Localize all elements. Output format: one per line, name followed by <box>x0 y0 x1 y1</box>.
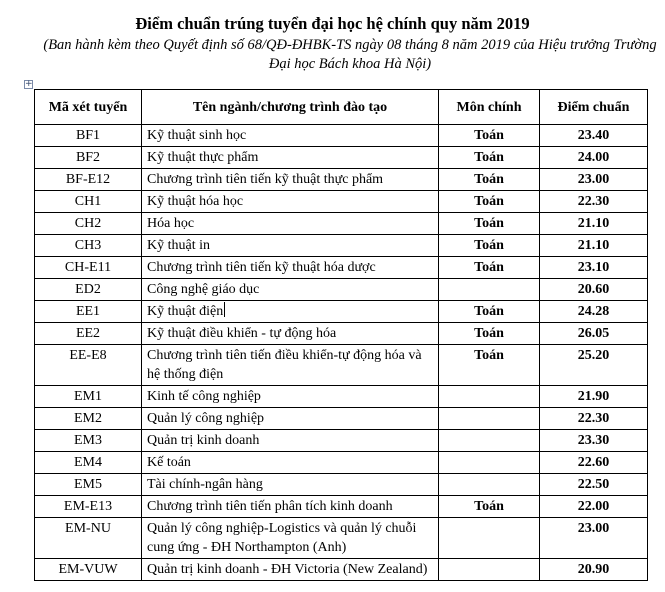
table-row <box>35 257 648 279</box>
text-cursor <box>224 302 225 317</box>
subject-cell[interactable]: Toán <box>439 125 540 147</box>
subject-cell[interactable] <box>439 408 540 430</box>
table-row <box>35 345 648 386</box>
code-cell[interactable]: ED2 <box>35 279 142 301</box>
subject-cell[interactable]: Toán <box>439 169 540 191</box>
program-cell[interactable]: Kỹ thuật điều khiển - tự động hóa <box>142 323 439 345</box>
program-cell[interactable]: Quản lý công nghiệp <box>142 408 439 430</box>
program-cell[interactable]: Quản trị kinh doanh <box>142 430 439 452</box>
subject-cell[interactable]: Toán <box>439 345 540 386</box>
subject-cell[interactable]: Toán <box>439 257 540 279</box>
program-cell[interactable]: Chương trình tiên tiến phân tích kinh doanh <box>142 496 439 518</box>
score-cell[interactable]: 24.28 <box>540 301 648 323</box>
score-cell[interactable]: 22.50 <box>540 474 648 496</box>
table-row <box>35 169 648 191</box>
code-cell[interactable]: CH2 <box>35 213 142 235</box>
code-cell[interactable]: BF2 <box>35 147 142 169</box>
code-cell[interactable]: EM-E13 <box>35 496 142 518</box>
code-cell[interactable]: EE1 <box>35 301 142 323</box>
code-cell[interactable]: CH3 <box>35 235 142 257</box>
code-cell[interactable]: EE2 <box>35 323 142 345</box>
code-cell[interactable]: BF-E12 <box>35 169 142 191</box>
table-row <box>35 301 648 323</box>
subject-cell[interactable] <box>439 430 540 452</box>
table-row <box>35 125 648 147</box>
table-row <box>35 279 648 301</box>
code-cell[interactable]: EM3 <box>35 430 142 452</box>
score-cell[interactable]: 22.30 <box>540 191 648 213</box>
header-program[interactable]: Tên ngành/chương trình đào tạo <box>142 90 439 125</box>
header-main-subject[interactable]: Môn chính <box>439 90 540 125</box>
subject-cell[interactable]: Toán <box>439 323 540 345</box>
program-cell[interactable]: Chương trình tiên tiến kỹ thuật hóa dược <box>142 257 439 279</box>
program-cell[interactable]: Hóa học <box>142 213 439 235</box>
code-cell[interactable]: CH-E11 <box>35 257 142 279</box>
score-cell[interactable]: 21.10 <box>540 213 648 235</box>
subject-cell[interactable] <box>439 518 540 559</box>
table-row <box>35 323 648 345</box>
admission-scores-table <box>34 89 648 581</box>
score-cell[interactable]: 25.20 <box>540 345 648 386</box>
table-row <box>35 474 648 496</box>
score-cell[interactable]: 22.00 <box>540 496 648 518</box>
score-cell[interactable]: 23.30 <box>540 430 648 452</box>
program-cell[interactable]: Công nghệ giáo dục <box>142 279 439 301</box>
table-row <box>35 452 648 474</box>
table-header-row <box>35 90 648 125</box>
program-cell[interactable]: Kỹ thuật in <box>142 235 439 257</box>
score-cell[interactable]: 24.00 <box>540 147 648 169</box>
table-row <box>35 408 648 430</box>
code-cell[interactable]: EM4 <box>35 452 142 474</box>
subject-cell[interactable] <box>439 452 540 474</box>
subject-cell[interactable]: Toán <box>439 496 540 518</box>
table-row <box>35 430 648 452</box>
program-cell[interactable]: Quản lý công nghiệp-Logistics và quản lý chuỗi cung ứng - ĐH Northampton (Anh) <box>142 518 439 559</box>
program-cell[interactable]: Chương trình tiên tiến điều khiển-tự động hóa và hệ thống điện <box>142 345 439 386</box>
subject-cell[interactable] <box>439 474 540 496</box>
program-cell[interactable]: Kỹ thuật điện <box>142 301 439 323</box>
subject-cell[interactable] <box>439 559 540 581</box>
score-cell[interactable]: 20.60 <box>540 279 648 301</box>
score-cell[interactable]: 21.10 <box>540 235 648 257</box>
document-title: Điểm chuẩn trúng tuyển đại học hệ chính quy năm 2019 <box>135 14 530 33</box>
score-cell[interactable]: 23.10 <box>540 257 648 279</box>
table-row <box>35 496 648 518</box>
subject-cell[interactable]: Toán <box>439 191 540 213</box>
score-cell[interactable]: 22.30 <box>540 408 648 430</box>
table-row <box>35 191 648 213</box>
subject-cell[interactable]: Toán <box>439 301 540 323</box>
program-cell[interactable]: Kế toán <box>142 452 439 474</box>
score-cell[interactable]: 23.00 <box>540 518 648 559</box>
subject-cell[interactable]: Toán <box>439 147 540 169</box>
code-cell[interactable]: EE-E8 <box>35 345 142 386</box>
code-cell[interactable]: BF1 <box>35 125 142 147</box>
subject-cell[interactable] <box>439 386 540 408</box>
header-score[interactable]: Điểm chuẩn <box>540 90 648 125</box>
move-icon[interactable]: + <box>25 79 33 89</box>
code-cell[interactable]: EM2 <box>35 408 142 430</box>
score-cell[interactable]: 20.90 <box>540 559 648 581</box>
table-body <box>35 125 648 581</box>
table-row <box>35 518 648 559</box>
table-row <box>35 147 648 169</box>
score-cell[interactable]: 23.40 <box>540 125 648 147</box>
subject-cell[interactable]: Toán <box>439 235 540 257</box>
program-cell[interactable]: Kỹ thuật thực phẩm <box>142 147 439 169</box>
header-code[interactable]: Mã xét tuyển <box>35 90 142 125</box>
score-cell[interactable]: 23.00 <box>540 169 648 191</box>
score-cell[interactable]: 22.60 <box>540 452 648 474</box>
table-row <box>35 213 648 235</box>
score-cell[interactable]: 26.05 <box>540 323 648 345</box>
program-cell[interactable]: Kỹ thuật hóa học <box>142 191 439 213</box>
program-cell[interactable]: Kinh tế công nghiệp <box>142 386 439 408</box>
program-cell[interactable]: Quản trị kinh doanh - ĐH Victoria (New Zealand) <box>142 559 439 581</box>
code-cell[interactable]: EM1 <box>35 386 142 408</box>
code-cell[interactable]: EM5 <box>35 474 142 496</box>
score-cell[interactable]: 21.90 <box>540 386 648 408</box>
subject-cell[interactable] <box>439 279 540 301</box>
program-cell[interactable]: Kỹ thuật sinh học <box>142 125 439 147</box>
program-cell[interactable]: Tài chính-ngân hàng <box>142 474 439 496</box>
code-cell[interactable]: CH1 <box>35 191 142 213</box>
table-row <box>35 235 648 257</box>
table-row <box>35 559 648 581</box>
table-row <box>35 386 648 408</box>
code-cell[interactable]: EM-VUW <box>35 559 142 581</box>
program-cell[interactable]: Chương trình tiên tiến kỹ thuật thực phẩm <box>142 169 439 191</box>
code-cell[interactable]: EM-NU <box>35 518 142 559</box>
document-subtitle: (Ban hành kèm theo Quyết định số 68/QĐ-ĐHBK-TS ngày 08 tháng 8 năm 2019 của Hiệu trưởng Trường Đại học Bách khoa Hà Nội) <box>43 37 657 72</box>
subject-cell[interactable]: Toán <box>439 213 540 235</box>
